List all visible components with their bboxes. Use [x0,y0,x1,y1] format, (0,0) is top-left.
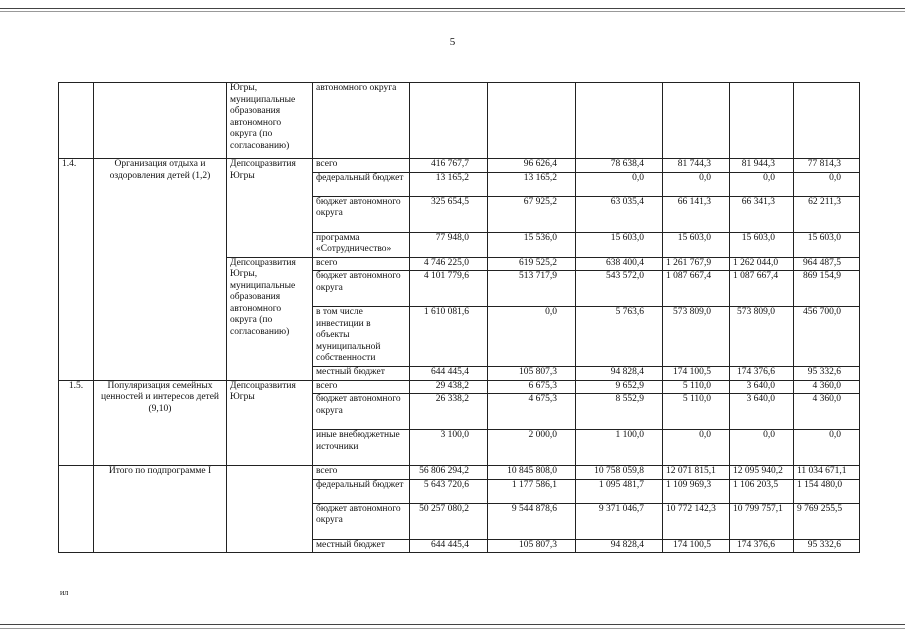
table-row [59,380,860,394]
source-cell: в том числе инвестиции в объекты муниципальной собственности [313,307,410,367]
table-body [59,83,860,553]
value-cell: 869 154,9 [794,271,860,307]
value-cell: 5 763,6 [576,307,663,367]
value-cell: 4 746 225,0 [410,257,488,271]
value-cell: 9 544 878,6 [488,503,576,539]
executor-cell [227,466,313,553]
value-cell: 95 332,6 [794,367,860,381]
value-cell: 15 603,0 [730,232,794,257]
value-cell: 1 095 481,7 [576,479,663,503]
source-cell: всего [313,380,410,394]
measure-name-cell: Организация отдыха и оздоровления детей (1,2) [94,159,227,381]
value-cell: 77 814,3 [794,159,860,173]
value-cell: 95 332,6 [794,539,860,553]
value-cell [576,83,663,159]
value-cell: 1 177 586,1 [488,479,576,503]
top-scan-line [0,8,905,9]
value-cell: 1 087 667,4 [663,271,730,307]
value-cell: 50 257 080,2 [410,503,488,539]
executor-cell: Депсоцразвития Югры, муниципальные образования автономного округа (по согласованию) [227,257,313,380]
source-cell: федеральный бюджет [313,172,410,196]
value-cell: 4 675,3 [488,394,576,430]
value-cell: 174 376,6 [730,367,794,381]
value-cell [410,83,488,159]
bottom-scan-line [0,624,905,625]
value-cell: 94 828,4 [576,367,663,381]
value-cell: 0,0 [794,172,860,196]
value-cell: 174 100,5 [663,539,730,553]
value-cell: 3 640,0 [730,394,794,430]
value-cell: 174 100,5 [663,367,730,381]
source-cell: всего [313,159,410,173]
source-cell: бюджет автономного округа [313,196,410,232]
source-cell: автономного округа [313,83,410,159]
total-label-cell: Итого по подпрограмме I [94,466,227,553]
source-cell: всего [313,257,410,271]
value-cell: 1 610 081,6 [410,307,488,367]
value-cell: 77 948,0 [410,232,488,257]
row-number-cell: 1.5. [59,380,94,466]
source-cell: местный бюджет [313,539,410,553]
value-cell: 10 772 142,3 [663,503,730,539]
measure-name-cell [94,83,227,159]
value-cell: 13 165,2 [488,172,576,196]
source-cell: бюджет автономного округа [313,271,410,307]
source-cell: местный бюджет [313,367,410,381]
value-cell: 9 769 255,5 [794,503,860,539]
value-cell: 0,0 [663,430,730,466]
value-cell: 105 807,3 [488,539,576,553]
value-cell: 619 525,2 [488,257,576,271]
value-cell: 4 360,0 [794,394,860,430]
measure-name-cell: Популяризация семейных ценностей и интересов детей (9,10) [94,380,227,466]
value-cell: 10 758 059,8 [576,466,663,480]
value-cell: 0,0 [730,430,794,466]
value-cell: 11 034 671,1 [794,466,860,480]
row-number-cell [59,466,94,553]
source-cell: бюджет автономного округа [313,503,410,539]
value-cell: 66 341,3 [730,196,794,232]
value-cell: 6 675,3 [488,380,576,394]
value-cell: 0,0 [576,172,663,196]
source-cell: бюджет автономного округа [313,394,410,430]
value-cell: 5 110,0 [663,394,730,430]
value-cell: 456 700,0 [794,307,860,367]
value-cell: 4 360,0 [794,380,860,394]
value-cell: 174 376,6 [730,539,794,553]
table-row [59,466,860,480]
value-cell: 513 717,9 [488,271,576,307]
value-cell: 0,0 [730,172,794,196]
value-cell: 3 640,0 [730,380,794,394]
value-cell [663,83,730,159]
table-row [59,159,860,173]
bottom-scan-line-2 [0,628,905,629]
executor-cell: Депсоцразвития Югры [227,159,313,258]
row-number-cell [59,83,94,159]
value-cell: 78 638,4 [576,159,663,173]
source-cell: федеральный бюджет [313,479,410,503]
page-number: 5 [449,36,456,48]
value-cell: 81 744,3 [663,159,730,173]
footer-mark: ил [60,588,69,597]
value-cell: 0,0 [794,430,860,466]
value-cell: 0,0 [663,172,730,196]
value-cell: 416 767,7 [410,159,488,173]
source-cell: всего [313,466,410,480]
value-cell: 644 445,4 [410,367,488,381]
value-cell: 9 652,9 [576,380,663,394]
value-cell: 573 809,0 [730,307,794,367]
value-cell: 62 211,3 [794,196,860,232]
value-cell: 644 445,4 [410,539,488,553]
value-cell: 10 845 808,0 [488,466,576,480]
value-cell: 9 371 046,7 [576,503,663,539]
top-scan-line-2 [0,11,905,12]
value-cell: 15 603,0 [663,232,730,257]
value-cell: 63 035,4 [576,196,663,232]
value-cell: 13 165,2 [410,172,488,196]
value-cell: 3 100,0 [410,430,488,466]
value-cell: 105 807,3 [488,367,576,381]
value-cell [488,83,576,159]
value-cell: 325 654,5 [410,196,488,232]
value-cell: 1 100,0 [576,430,663,466]
value-cell: 66 141,3 [663,196,730,232]
executor-cell: Югры, муниципальные образования автономного округа (по согласованию) [227,83,313,159]
value-cell: 12 071 815,1 [663,466,730,480]
value-cell: 15 603,0 [576,232,663,257]
value-cell: 638 400,4 [576,257,663,271]
value-cell: 15 603,0 [794,232,860,257]
value-cell: 10 799 757,1 [730,503,794,539]
value-cell: 964 487,5 [794,257,860,271]
value-cell: 8 552,9 [576,394,663,430]
table-row [59,83,860,159]
budget-table [58,82,860,553]
value-cell: 543 572,0 [576,271,663,307]
value-cell: 67 925,2 [488,196,576,232]
value-cell: 81 944,3 [730,159,794,173]
executor-cell: Депсоцразвития Югры [227,380,313,466]
value-cell: 94 828,4 [576,539,663,553]
row-number-cell: 1.4. [59,159,94,381]
value-cell: 1 087 667,4 [730,271,794,307]
value-cell [730,83,794,159]
value-cell: 15 536,0 [488,232,576,257]
value-cell: 56 806 294,2 [410,466,488,480]
value-cell: 573 809,0 [663,307,730,367]
value-cell: 1 262 044,0 [730,257,794,271]
source-cell: иные внебюджетные источники [313,430,410,466]
value-cell: 0,0 [488,307,576,367]
value-cell: 1 109 969,3 [663,479,730,503]
value-cell: 96 626,4 [488,159,576,173]
value-cell: 1 154 480,0 [794,479,860,503]
value-cell: 4 101 779,6 [410,271,488,307]
value-cell: 1 261 767,9 [663,257,730,271]
value-cell: 1 106 203,5 [730,479,794,503]
value-cell: 29 438,2 [410,380,488,394]
value-cell: 5 110,0 [663,380,730,394]
value-cell: 12 095 940,2 [730,466,794,480]
value-cell [794,83,860,159]
value-cell: 2 000,0 [488,430,576,466]
value-cell: 5 643 720,6 [410,479,488,503]
source-cell: программа «Сотрудничество» [313,232,410,257]
value-cell: 26 338,2 [410,394,488,430]
